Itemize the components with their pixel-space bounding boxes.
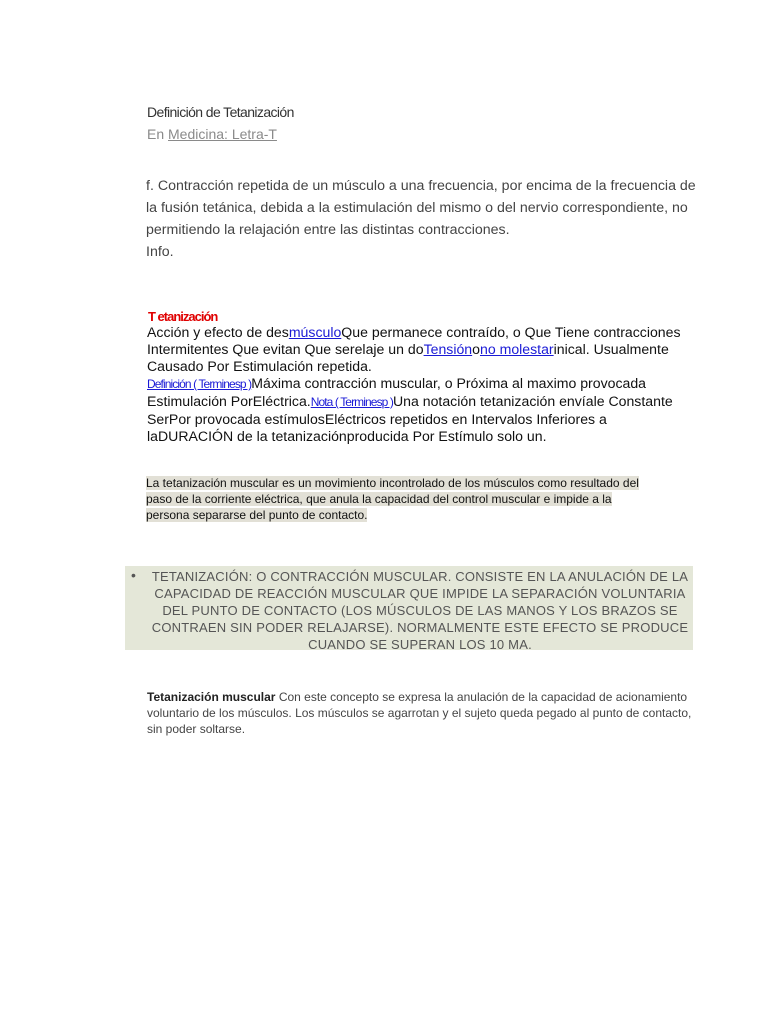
source-prefix: En: [147, 126, 169, 142]
link-tension[interactable]: Tensión: [423, 341, 473, 357]
link-nota-terminesp[interactable]: Nota ( Terminesp ): [310, 395, 393, 409]
bullet-box: [125, 566, 693, 650]
highlighted-text: La tetanización muscular es un movimiento incontrolado de los músculos como resultado del paso de la corriente eléctrica, que anula la capacidad del control muscular e impide a la persona separarse del punto de contacto.: [146, 476, 639, 522]
muscle-text: Con este concepto se expresa la anulación de la capacidad de acionamiento voluntario de los músculos. Los músculos se agarrotan y el sujeto queda pegado al punto de contacto, sin poder soltarse.: [147, 690, 692, 736]
highlighted-paragraph: [146, 475, 656, 523]
source-line: [147, 126, 277, 142]
definition-title: Definición de Tetanización: [147, 104, 294, 120]
body-text-6: Una notación tetanización envíale Constante SerPor provocada estímulosEléctricos repetidos en Intervalos Inferiores a laDURACIÓN de la tetanizaciónproducida Por Estímulo solo un.: [147, 393, 673, 444]
link-no-molestar[interactable]: no molestar: [479, 341, 554, 357]
link-definicion-terminesp[interactable]: Definición ( Terminesp ): [147, 377, 252, 391]
bullet-icon: •: [131, 567, 136, 583]
body-text-5: Máxima contracción muscular, o Próxima al maximo provocada Estimulación PorEléctrica.: [147, 375, 647, 409]
body-text-4: inical. Usualmente Causado Por Estimulación repetida.: [147, 341, 669, 374]
tetanizacion-heading: T etanización: [148, 309, 218, 324]
body-text-3: o: [472, 341, 480, 357]
body-text-2: Que permanece contraído, o Que Tiene contracciones Intermitentes Que evitan Que serelaje un do: [147, 324, 681, 357]
muscle-paragraph: [147, 689, 697, 737]
muscle-term: Tetanización muscular: [147, 690, 276, 704]
definition-body: [146, 175, 706, 263]
bullet-text: TETANIZACIÓN: O CONTRACCIÓN MUSCULAR. CONSISTE EN LA ANULACIÓN DE LA CAPACIDAD DE REACCIÓN MUSCULAR QUE IMPIDE LA SEPARACIÓN VOLUNTARIA DEL PUNTO DE CONTACTO (LOS MÚSCULOS DE LAS MANOS Y LOS BRAZOS SE CONTRAEN SIN PODER RELAJARSE). NORMALMENTE ESTE EFECTO SE PRODUCE CUANDO SE SUPERAN LOS 10 MA.: [151, 569, 689, 652]
link-musculo[interactable]: músculo: [288, 324, 342, 340]
info-text: Info.: [146, 244, 174, 260]
source-link[interactable]: Medicina: Letra-T: [168, 126, 277, 142]
tetanizacion-body: [147, 324, 692, 445]
body-text-1: Acción y efecto de des: [147, 324, 289, 340]
definition-text: f. Contracción repetida de un músculo a una frecuencia, por encima de la frecuencia de la fusión tetánica, debida a la estimulación del mismo o del nervio correspondiente, no permitiendo la relajación entre las distintas contracciones.: [146, 178, 696, 238]
